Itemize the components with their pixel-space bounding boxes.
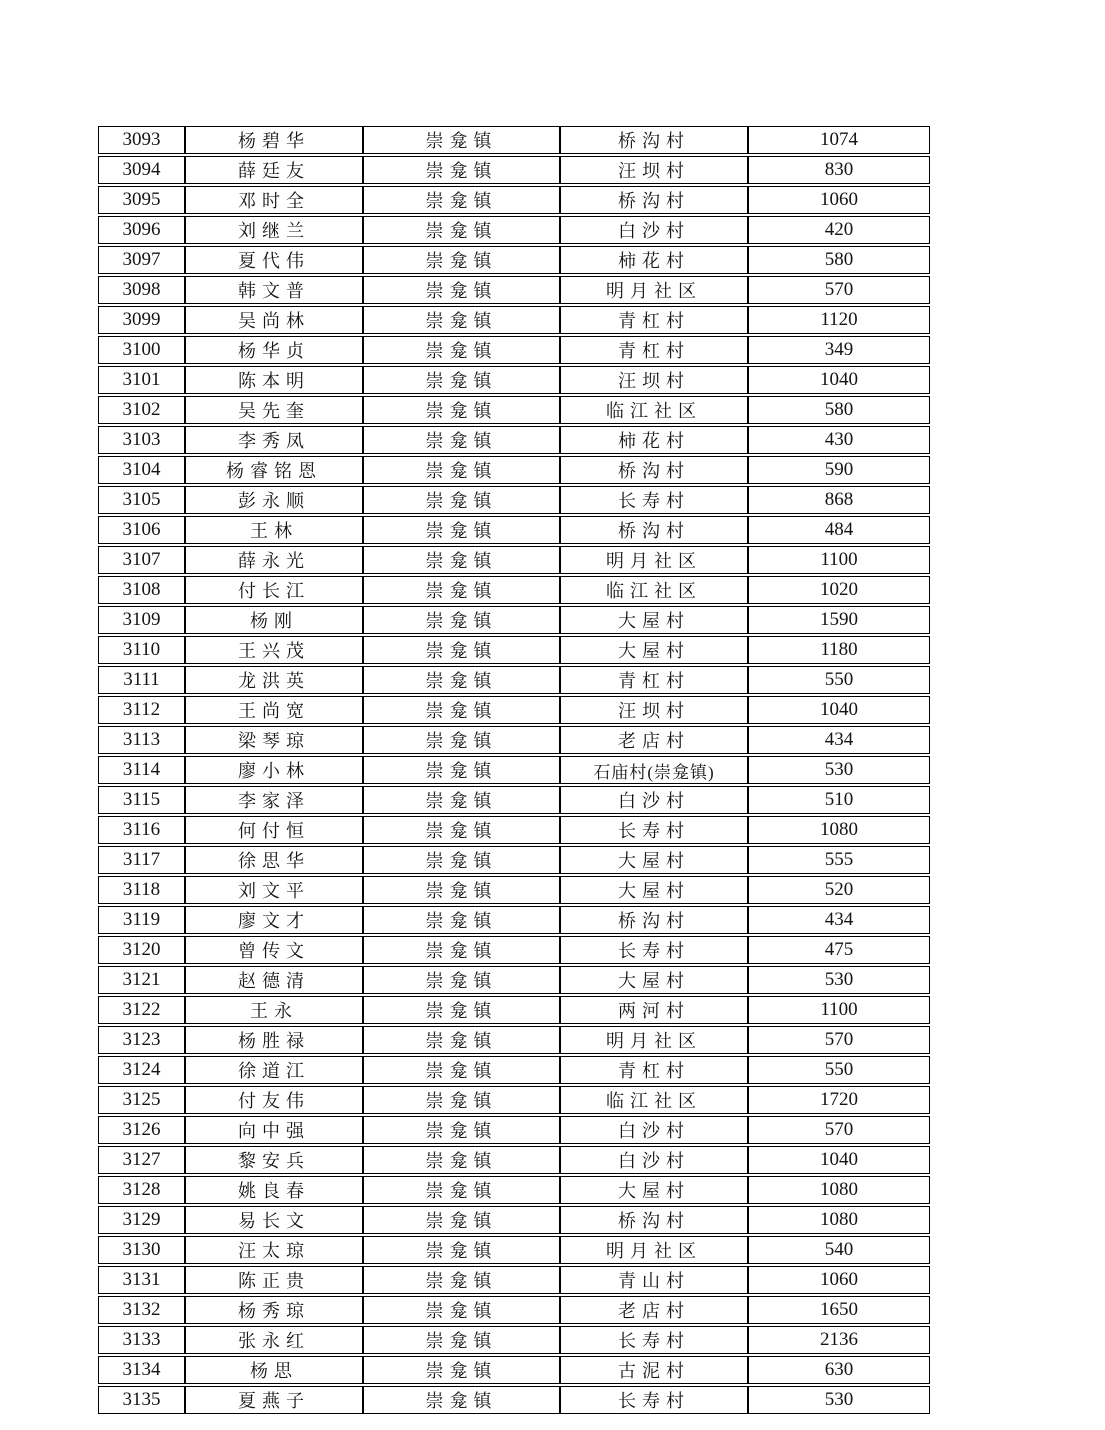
cell-index: 3104 [98,456,185,484]
table-row [98,1266,930,1294]
cell-index: 3135 [98,1386,185,1414]
cell-name: 徐道江 [185,1056,363,1084]
cell-amount: 1060 [748,1266,930,1294]
cell-name: 向中强 [185,1116,363,1144]
cell-index: 3118 [98,876,185,904]
cell-name: 廖文才 [185,906,363,934]
cell-town: 崇龛镇 [363,516,560,544]
cell-amount: 550 [748,666,930,694]
cell-town: 崇龛镇 [363,276,560,304]
cell-amount: 430 [748,426,930,454]
cell-village: 白沙村 [560,216,748,244]
cell-town: 崇龛镇 [363,396,560,424]
cell-name: 夏燕子 [185,1386,363,1414]
cell-amount: 1040 [748,1146,930,1174]
cell-name: 薛廷友 [185,156,363,184]
table-row [98,186,930,214]
cell-amount: 1100 [748,546,930,574]
cell-index: 3122 [98,996,185,1024]
cell-village: 大屋村 [560,966,748,994]
table-row [98,1146,930,1174]
cell-amount: 1100 [748,996,930,1024]
cell-name: 李家泽 [185,786,363,814]
cell-index: 3102 [98,396,185,424]
cell-town: 崇龛镇 [363,996,560,1024]
cell-amount: 868 [748,486,930,514]
cell-amount: 484 [748,516,930,544]
cell-name: 姚良春 [185,1176,363,1204]
cell-amount: 530 [748,756,930,784]
cell-index: 3113 [98,726,185,754]
cell-village: 白沙村 [560,1116,748,1144]
table-row [98,726,930,754]
cell-town: 崇龛镇 [363,756,560,784]
table-row [98,456,930,484]
cell-index: 3110 [98,636,185,664]
table-row [98,786,930,814]
cell-name: 王永 [185,996,363,1024]
cell-village: 大屋村 [560,846,748,874]
table-row [98,936,930,964]
table-row [98,576,930,604]
cell-town: 崇龛镇 [363,1386,560,1414]
cell-name: 张永红 [185,1326,363,1354]
cell-name: 杨刚 [185,606,363,634]
cell-name: 汪太琼 [185,1236,363,1264]
table-row [98,486,930,514]
cell-town: 崇龛镇 [363,456,560,484]
cell-village: 桥沟村 [560,456,748,484]
cell-village: 明月社区 [560,276,748,304]
table-row [98,126,930,154]
cell-village: 大屋村 [560,636,748,664]
cell-village: 老店村 [560,726,748,754]
table-row [98,996,930,1024]
cell-village: 长寿村 [560,816,748,844]
cell-village: 明月社区 [560,1236,748,1264]
cell-village: 大屋村 [560,1176,748,1204]
cell-village: 青杠村 [560,306,748,334]
cell-town: 崇龛镇 [363,666,560,694]
cell-village: 明月社区 [560,546,748,574]
cell-index: 3094 [98,156,185,184]
cell-name: 杨华贞 [185,336,363,364]
cell-village: 临江社区 [560,1086,748,1114]
table-row [98,816,930,844]
cell-amount: 530 [748,966,930,994]
cell-village: 大屋村 [560,606,748,634]
table-row [98,306,930,334]
cell-index: 3106 [98,516,185,544]
cell-amount: 530 [748,1386,930,1414]
cell-amount: 580 [748,396,930,424]
cell-name: 韩文普 [185,276,363,304]
cell-name: 陈本明 [185,366,363,394]
cell-town: 崇龛镇 [363,1206,560,1234]
cell-amount: 1590 [748,606,930,634]
cell-name: 夏代伟 [185,246,363,274]
cell-amount: 1020 [748,576,930,604]
cell-index: 3095 [98,186,185,214]
cell-amount: 349 [748,336,930,364]
cell-amount: 1040 [748,366,930,394]
cell-village: 汪坝村 [560,366,748,394]
table-row [98,876,930,904]
cell-village: 青山村 [560,1266,748,1294]
cell-village: 汪坝村 [560,696,748,724]
cell-amount: 475 [748,936,930,964]
cell-town: 崇龛镇 [363,336,560,364]
table-row [98,366,930,394]
cell-name: 彭永顺 [185,486,363,514]
cell-town: 崇龛镇 [363,936,560,964]
table-row [98,666,930,694]
cell-name: 徐思华 [185,846,363,874]
table-row [98,1296,930,1324]
table-row [98,966,930,994]
cell-amount: 830 [748,156,930,184]
table-row [98,1056,930,1084]
cell-town: 崇龛镇 [363,816,560,844]
cell-name: 曾传文 [185,936,363,964]
cell-village: 长寿村 [560,1326,748,1354]
table-row [98,1356,930,1384]
cell-amount: 570 [748,1026,930,1054]
cell-village: 汪坝村 [560,156,748,184]
cell-name: 赵德清 [185,966,363,994]
cell-amount: 590 [748,456,930,484]
cell-town: 崇龛镇 [363,606,560,634]
table-row [98,336,930,364]
cell-town: 崇龛镇 [363,1116,560,1144]
cell-name: 刘继兰 [185,216,363,244]
cell-town: 崇龛镇 [363,876,560,904]
table-row [98,216,930,244]
cell-village: 桥沟村 [560,126,748,154]
table-row [98,1326,930,1354]
table-row [98,846,930,874]
records-table [98,124,930,1416]
cell-index: 3120 [98,936,185,964]
cell-name: 杨秀琼 [185,1296,363,1324]
cell-name: 李秀凤 [185,426,363,454]
cell-name: 吴先奎 [185,396,363,424]
cell-name: 吴尚林 [185,306,363,334]
table-row [98,906,930,934]
cell-index: 3128 [98,1176,185,1204]
cell-village: 大屋村 [560,876,748,904]
cell-amount: 1720 [748,1086,930,1114]
cell-index: 3121 [98,966,185,994]
cell-amount: 520 [748,876,930,904]
cell-town: 崇龛镇 [363,1236,560,1264]
cell-village: 老店村 [560,1296,748,1324]
cell-amount: 580 [748,246,930,274]
table-row [98,636,930,664]
cell-village: 古泥村 [560,1356,748,1384]
cell-index: 3124 [98,1056,185,1084]
cell-town: 崇龛镇 [363,216,560,244]
cell-amount: 570 [748,276,930,304]
table-row [98,1086,930,1114]
cell-name: 陈正贵 [185,1266,363,1294]
cell-name: 刘文平 [185,876,363,904]
table-row [98,1026,930,1054]
cell-name: 王兴茂 [185,636,363,664]
cell-name: 龙洪英 [185,666,363,694]
cell-town: 崇龛镇 [363,1296,560,1324]
table-row [98,546,930,574]
cell-amount: 555 [748,846,930,874]
cell-index: 3111 [98,666,185,694]
cell-name: 付友伟 [185,1086,363,1114]
table-row [98,516,930,544]
cell-village: 桥沟村 [560,1206,748,1234]
cell-town: 崇龛镇 [363,906,560,934]
cell-village: 青杠村 [560,1056,748,1084]
cell-index: 3097 [98,246,185,274]
cell-index: 3116 [98,816,185,844]
cell-village: 桥沟村 [560,186,748,214]
cell-village: 桥沟村 [560,516,748,544]
table-row [98,696,930,724]
cell-index: 3107 [98,546,185,574]
cell-amount: 570 [748,1116,930,1144]
cell-town: 崇龛镇 [363,1266,560,1294]
cell-town: 崇龛镇 [363,126,560,154]
cell-index: 3114 [98,756,185,784]
table-row [98,1116,930,1144]
cell-town: 崇龛镇 [363,1176,560,1204]
cell-village: 青杠村 [560,666,748,694]
cell-index: 3115 [98,786,185,814]
cell-index: 3101 [98,366,185,394]
cell-town: 崇龛镇 [363,636,560,664]
cell-village: 青杠村 [560,336,748,364]
cell-index: 3112 [98,696,185,724]
cell-index: 3100 [98,336,185,364]
cell-index: 3133 [98,1326,185,1354]
cell-town: 崇龛镇 [363,846,560,874]
cell-amount: 1060 [748,186,930,214]
cell-amount: 1180 [748,636,930,664]
cell-amount: 434 [748,726,930,754]
cell-town: 崇龛镇 [363,306,560,334]
table-row [98,1236,930,1264]
cell-town: 崇龛镇 [363,426,560,454]
cell-town: 崇龛镇 [363,1026,560,1054]
cell-town: 崇龛镇 [363,726,560,754]
cell-village: 桥沟村 [560,906,748,934]
cell-index: 3130 [98,1236,185,1264]
cell-index: 3105 [98,486,185,514]
cell-amount: 1040 [748,696,930,724]
cell-name: 廖小林 [185,756,363,784]
cell-town: 崇龛镇 [363,246,560,274]
cell-village: 石庙村(崇龛镇) [560,756,748,784]
cell-amount: 1650 [748,1296,930,1324]
cell-village: 临江社区 [560,396,748,424]
cell-name: 杨碧华 [185,126,363,154]
table-row [98,1176,930,1204]
cell-name: 王尚宽 [185,696,363,724]
cell-index: 3132 [98,1296,185,1324]
cell-index: 3127 [98,1146,185,1174]
cell-amount: 1080 [748,816,930,844]
cell-town: 崇龛镇 [363,366,560,394]
cell-town: 崇龛镇 [363,786,560,814]
cell-index: 3119 [98,906,185,934]
cell-index: 3096 [98,216,185,244]
cell-town: 崇龛镇 [363,1056,560,1084]
cell-amount: 630 [748,1356,930,1384]
cell-village: 柿花村 [560,426,748,454]
cell-index: 3123 [98,1026,185,1054]
cell-index: 3093 [98,126,185,154]
cell-village: 白沙村 [560,786,748,814]
cell-index: 3134 [98,1356,185,1384]
cell-name: 梁琴琼 [185,726,363,754]
table-row [98,276,930,304]
cell-amount: 2136 [748,1326,930,1354]
table-row [98,606,930,634]
cell-name: 薛永光 [185,546,363,574]
table-row [98,1386,930,1414]
cell-village: 白沙村 [560,1146,748,1174]
cell-index: 3117 [98,846,185,874]
records-table-body [98,126,930,1414]
cell-town: 崇龛镇 [363,546,560,574]
cell-amount: 1080 [748,1176,930,1204]
cell-village: 明月社区 [560,1026,748,1054]
cell-town: 崇龛镇 [363,156,560,184]
table-row [98,396,930,424]
cell-name: 何付恒 [185,816,363,844]
cell-name: 付长江 [185,576,363,604]
cell-amount: 434 [748,906,930,934]
cell-index: 3108 [98,576,185,604]
cell-name: 黎安兵 [185,1146,363,1174]
cell-name: 杨胜禄 [185,1026,363,1054]
cell-town: 崇龛镇 [363,966,560,994]
cell-name: 易长文 [185,1206,363,1234]
cell-name: 杨思 [185,1356,363,1384]
cell-amount: 540 [748,1236,930,1264]
cell-name: 王林 [185,516,363,544]
cell-town: 崇龛镇 [363,486,560,514]
table-row [98,1206,930,1234]
cell-town: 崇龛镇 [363,1086,560,1114]
cell-village: 长寿村 [560,936,748,964]
cell-village: 两河村 [560,996,748,1024]
cell-town: 崇龛镇 [363,186,560,214]
cell-amount: 420 [748,216,930,244]
cell-index: 3098 [98,276,185,304]
table-row [98,426,930,454]
cell-index: 3099 [98,306,185,334]
cell-index: 3131 [98,1266,185,1294]
cell-town: 崇龛镇 [363,696,560,724]
table-row [98,756,930,784]
cell-index: 3103 [98,426,185,454]
cell-index: 3125 [98,1086,185,1114]
cell-name: 邓时全 [185,186,363,214]
cell-town: 崇龛镇 [363,576,560,604]
cell-village: 长寿村 [560,1386,748,1414]
cell-amount: 550 [748,1056,930,1084]
cell-amount: 1074 [748,126,930,154]
cell-town: 崇龛镇 [363,1356,560,1384]
cell-amount: 1120 [748,306,930,334]
cell-village: 长寿村 [560,486,748,514]
cell-index: 3126 [98,1116,185,1144]
cell-index: 3129 [98,1206,185,1234]
cell-town: 崇龛镇 [363,1326,560,1354]
cell-amount: 510 [748,786,930,814]
cell-village: 柿花村 [560,246,748,274]
table-row [98,246,930,274]
cell-town: 崇龛镇 [363,1146,560,1174]
cell-amount: 1080 [748,1206,930,1234]
cell-village: 临江社区 [560,576,748,604]
cell-index: 3109 [98,606,185,634]
cell-name: 杨睿铭恩 [185,456,363,484]
table-row [98,156,930,184]
